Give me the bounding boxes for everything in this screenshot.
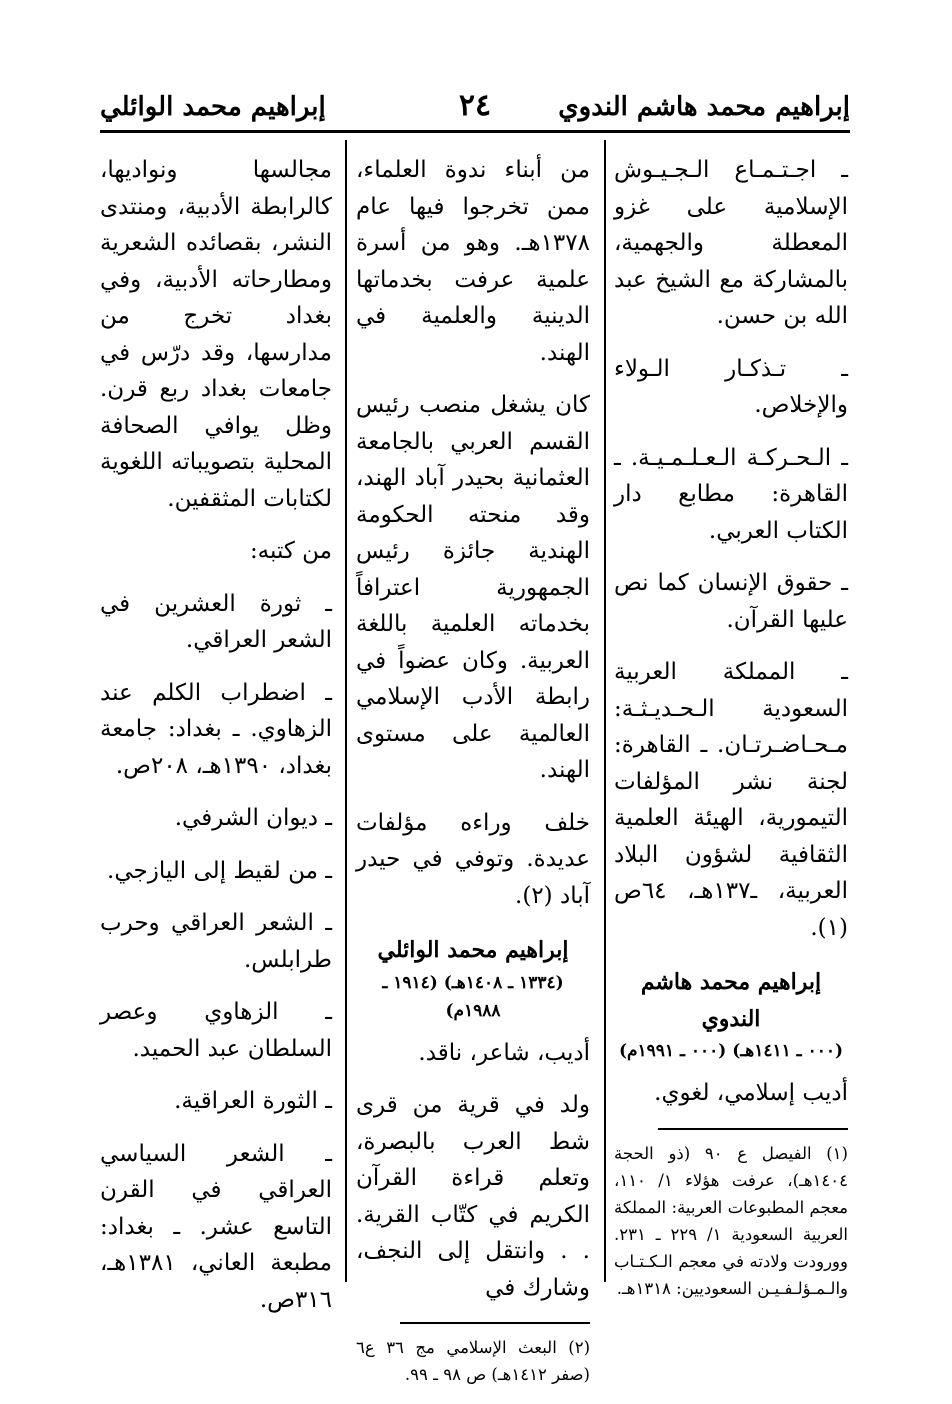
list-item: ـ من لقيط إلى اليازجي. (107, 857, 332, 884)
column-middle (356, 152, 590, 1404)
list-item: ـ الشعر العراقي وحرب طرابلس. (100, 910, 332, 973)
list-item: ـ حقوق الإنسان كما نص عليها القرآن. (614, 570, 848, 633)
paragraph: مجالسها ونواديها، كالرابطة الأدبية، ومنتدى النشر، بقصائده الشعرية ومطارحاته الأدبية، وفي بغداد تخرج من مدارسها، وقد درّس في جامعات بغداد ربع قرن. وظل يوافي الصحافة المحلية بتصويباته اللغوية لكتابات المثقفين. (100, 157, 332, 512)
entry-dates: (٠٠٠ ـ ١٤١١هـ) (٠٠٠ ـ ١٩٩١م) (618, 1041, 844, 1061)
list-item: ـ الثورة العراقية. (174, 1088, 332, 1114)
list-item: ـ ثورة العشرين في الشعر العراقي. (100, 590, 332, 653)
header-rule (100, 130, 850, 133)
works-label: من كتبه: (249, 538, 332, 564)
paragraph: من أبناء ندوة العلماء، ممن تخرجوا فيها عام ١٣٧٨هـ. وهو من أسرة علمية عرفت بخدماتها الدينية والعلمية في الهند. (356, 157, 590, 366)
list-item: ـ تـذكـار الـولاء والإخلاص. (614, 355, 848, 418)
entry-dates: (١٣٣٤ ـ ١٤٠٨هـ) (١٩١٤ ـ ١٩٨٨م) (382, 972, 564, 1021)
list-item: ـ ديوان الشرفي. (174, 805, 332, 831)
column-divider-right (604, 140, 606, 1282)
footnote-rule (658, 1128, 848, 1130)
header-left-title: إبراهيم محمد الوائلي (100, 92, 326, 122)
column-divider-left (345, 140, 347, 1282)
footnote: (١) الفيصل ع ٩٠ (ذو الحجة ١٤٠٤هـ)، عرفت هؤلاء ١/ ١١٠، معجم المطبوعات العربية: المملكة العربية السعودية ١/ ٢٢٩ ـ ٢٣١. وورودت ولادته في معجم الـكـتـاب والـمـؤلـفـيـن السعوديين: ١٣١٨هـ. (614, 1143, 848, 1298)
footnote-rule (400, 1322, 590, 1324)
entry-title: إبراهيم محمد الوائلي (377, 937, 569, 963)
footnote: (٢) البعث الإسلامي مج ٣٦ ع٦ (صفر ١٤١٢هـ) ص ٩٨ ـ ٩٩. (356, 1338, 590, 1384)
column-left (100, 152, 332, 1334)
paragraph: ولد في قرية من قرى شط العرب بالبصرة، وتعلم قراءة القرآن الكريم في كتّاب القرية. . . وانتقل إلى النجف، وشارك في (356, 1092, 590, 1301)
paragraph: خلف وراءه مؤلفات عديدة. وتوفي في حيدر آباد (٢). (356, 809, 590, 909)
page-number: ٢٤ (458, 88, 492, 123)
list-item: ـ اضطراب الكلم عند الزهاوي. ـ بغداد: جامعة بغداد، ١٣٩٠هـ، ٢٠٨ص. (100, 679, 332, 779)
entry-title: إبراهيم محمد هاشم الندوي (640, 969, 822, 1032)
entry-description: أديب، شاعر، ناقد. (418, 1039, 590, 1066)
paragraph: كان يشغل منصب رئيس القسم العربي بالجامعة العثمانية بحيدر آباد الهند، وقد منحته الحكومة الهندية جائزة رئيس الجمهورية اعترافاً بخدماته العلمية باللغة العربية. وكان عضواً في رابطة الأدب الإسلامي العالمية على مستوى الهند. (356, 392, 590, 783)
header-right-title: إبراهيم محمد هاشم الندوي (558, 92, 850, 122)
list-item: ـ الزهاوي وعصر السلطان عبد الحميد. (100, 999, 332, 1062)
list-item: ـ اجـتـمـاع الـجـيـوش الإسلامية على غزو المعطلة والجهمية، بالمشاركة مع الشيخ عبد الله بن حسن. (614, 157, 848, 329)
running-header (100, 84, 850, 132)
list-item: ـ الـحـركـة الـعـلـمـيـة. ـ القاهرة: مطابع دار الكتاب العربي. (614, 444, 848, 544)
column-right (614, 152, 848, 1318)
entry-description: أديب إسلامي، لغوي. (654, 1080, 848, 1106)
list-item: ـ المملكة العربية السعودية الـحـديـثـة: مـحـاضـرتـان. ـ القاهرة: لجنة نشر المؤلفات التيمورية، الهيئة العلمية الثقافية لشؤون البلاد العربية، ـ١٣٧هـ، ٦٤ص (١). (614, 659, 848, 941)
list-item: ـ الشعر السياسي العراقي في القرن التاسع عشر. ـ بغداد: مطبعة العاني، ١٣٨١هـ، ٣١٦ص. (100, 1140, 332, 1313)
